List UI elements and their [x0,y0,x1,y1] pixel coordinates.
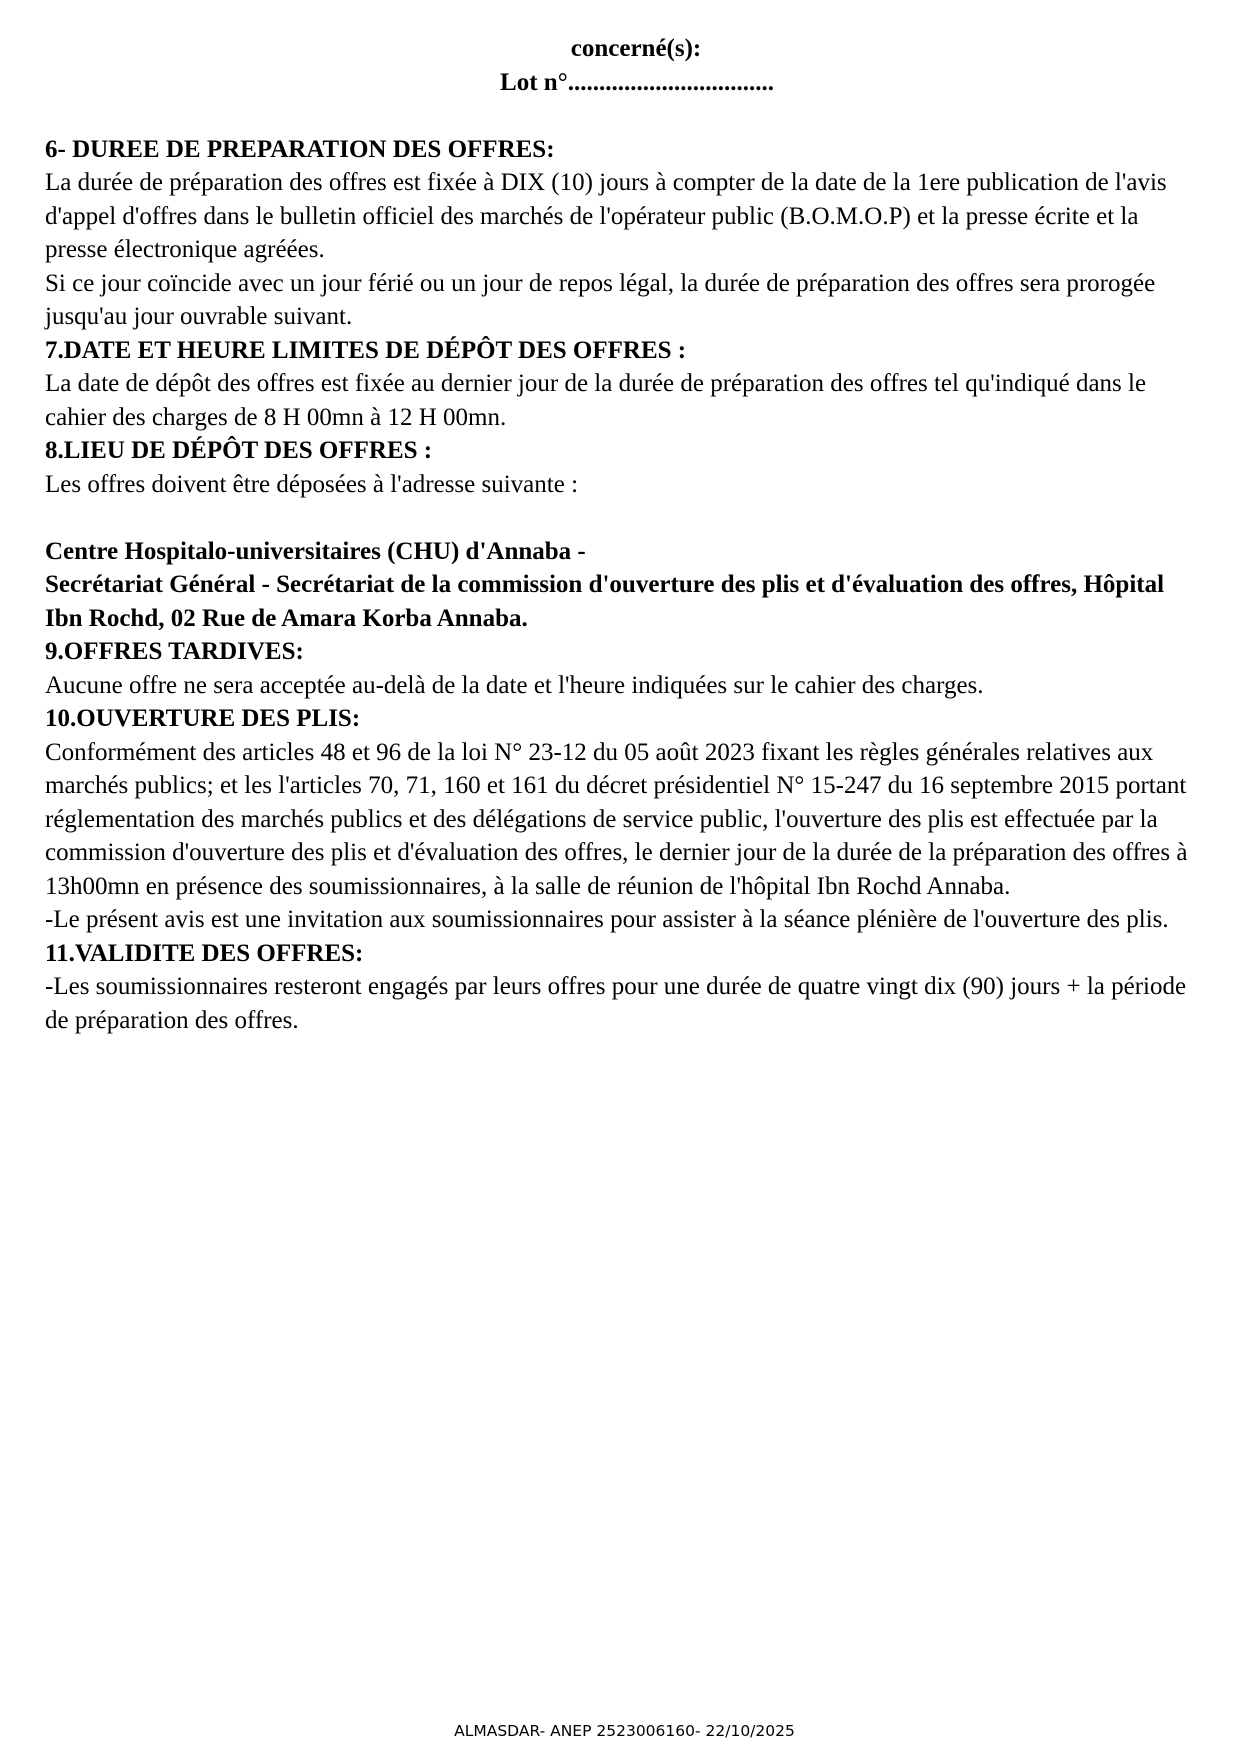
concerned-label: concerné(s): [570,35,702,62]
section-8-paragraph-1: Les offres doivent être déposées à l'adresse suivante : [45,470,579,498]
section-7-heading: 7.DATE ET HEURE LIMITES DE DÉPÔT DES OFFRES : [45,336,687,364]
section-9-heading: 9.OFFRES TARDIVES: [45,638,304,665]
address-line-2: Secrétariat Général - Secrétariat de la commission d'ouverture des plis et d'évaluation des offres, Hôpital Ibn Rochd, 02 Rue de Amara Korba Annaba. [45,571,1165,632]
address-line-1: Centre Hospitalo-universitaires (CHU) d'Annaba - [45,537,586,565]
section-6-paragraph-1: La durée de préparation des offres est fixée à DIX (10) jours à compter de la date de la 1ere publication de l'avis d'appel d'offres dans le bulletin officiel des marchés de l'opérateur public (B.O.M.O.P) et la presse écrite et la presse électronique agréées. [45,169,1167,263]
spacer [45,99,1205,133]
spacer [45,501,1205,535]
section-9-paragraph-1: Aucune offre ne sera acceptée au-delà de la date et l'heure indiquées sur le cahier des charges. [45,671,984,699]
section-7 [45,334,1205,435]
section-11 [45,937,1205,1038]
section-6-paragraph-2: Si ce jour coïncide avec un jour férié ou un jour de repos légal, la durée de préparation des offres sera prorogée jusqu'au jour ouvrable suivant. [45,269,1156,330]
section-11-heading: 11.VALIDITE DES OFFRES: [45,939,364,967]
footer-reference: ALMASDAR- ANEP 2523006160- 22/10/2025 [454,1722,795,1740]
section-9 [45,635,1205,702]
section-10-heading: 10.OUVERTURE DES PLIS: [45,705,361,732]
section-6 [45,133,1205,334]
section-7-paragraph-1: La date de dépôt des offres est fixée au dernier jour de la durée de préparation des offres tel qu'indiqué dans le cahier des charges de 8 H 00mn à 12 H 00mn. [45,370,1147,431]
lot-number: Lot n°................................. [500,68,774,96]
document-body [45,32,1205,1037]
section-10-paragraph-2: -Le présent avis est une invitation aux soumissionnaires pour assister à la séance plénière de l'ouverture des plis. [45,906,1169,933]
section-11-paragraph-1: -Les soumissionnaires resteront engagés par leurs offres pour une durée de quatre vingt dix (90) jours + la période de préparation des offres. [45,973,1187,1034]
section-10 [45,702,1205,937]
section-10-paragraph-1: Conformément des articles 48 et 96 de la loi N° 23-12 du 05 août 2023 fixant les règles générales relatives aux marchés publics; et les l'articles 70, 71, 160 et 161 du décret présidentiel N° 15-247 du 16 septembre 2015 portant réglementation des marchés publics et des délégations de service public, l'ouverture des plis est effectuée par la commission d'ouverture des plis et d'évaluation des offres, le dernier jour de la durée de la préparation des offres à 13h00mn en présence des soumissionnaires, à la salle de réunion de l'hôpital Ibn Rochd Annaba. [45,738,1188,900]
section-6-heading: 6- DUREE DE PREPARATION DES OFFRES: [45,135,555,163]
section-8-heading: 8.LIEU DE DÉPÔT DES OFFRES : [45,437,433,464]
section-8 [45,434,1205,635]
